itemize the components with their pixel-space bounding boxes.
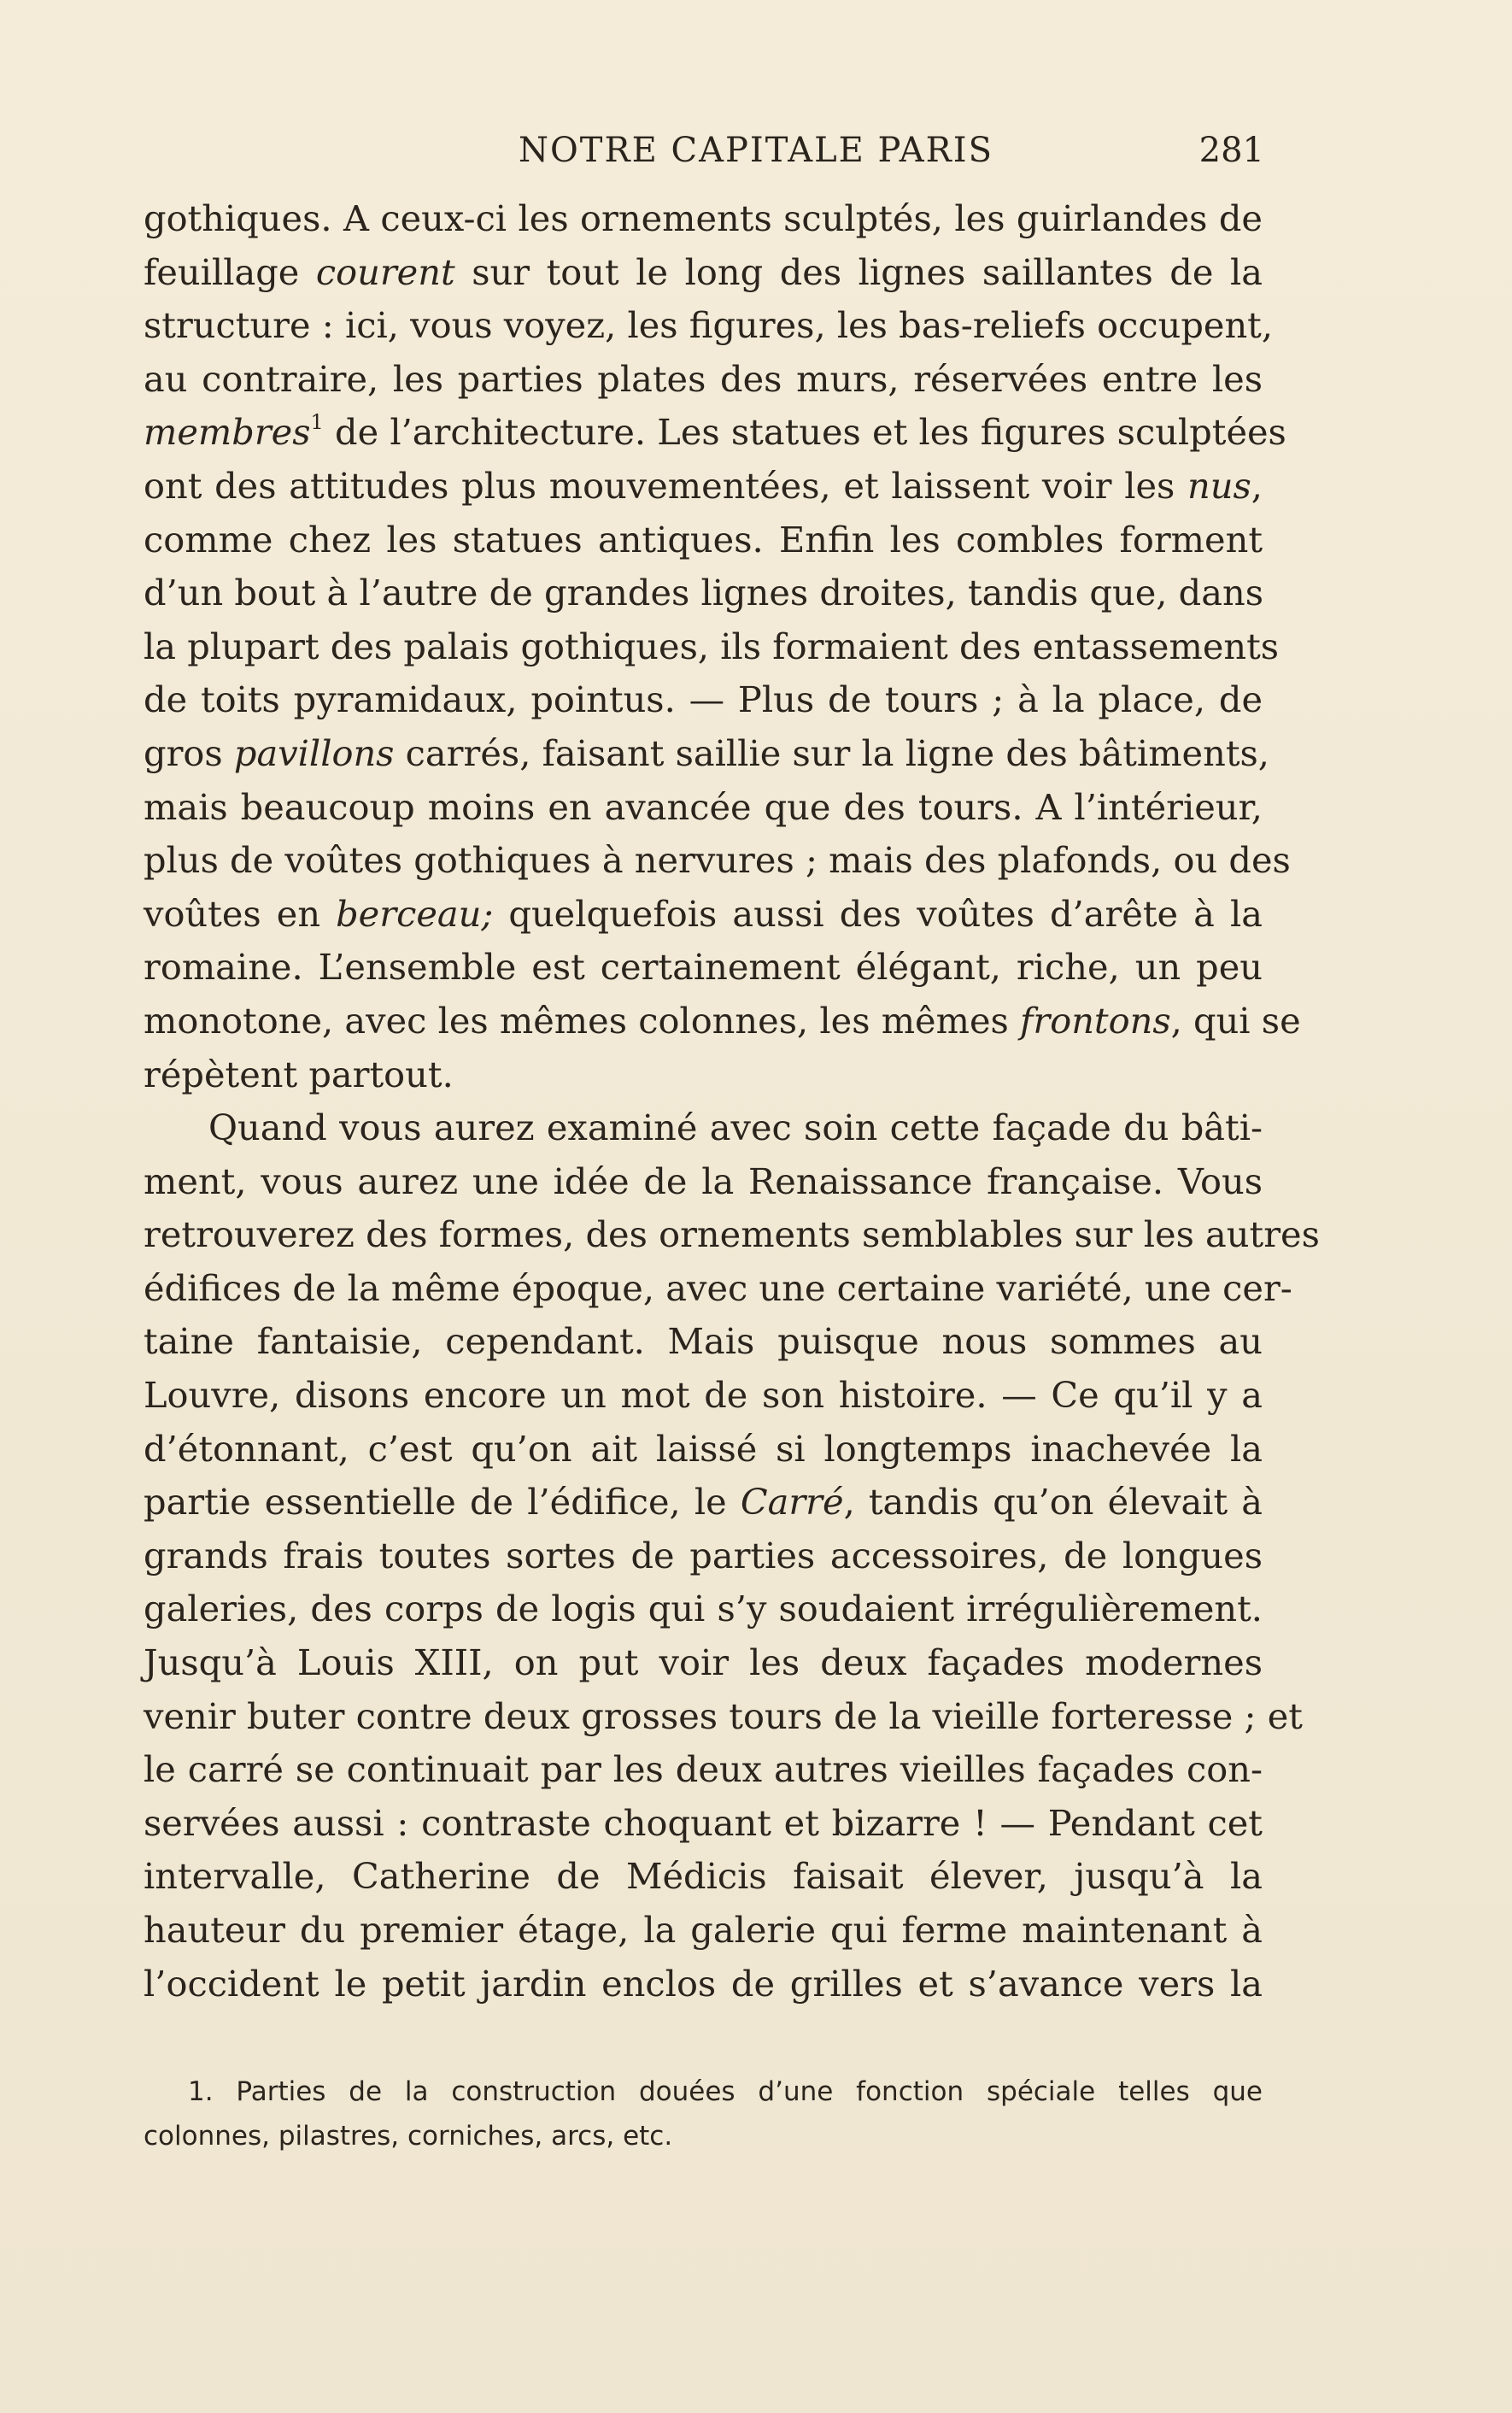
footnote	[144, 2070, 1263, 2158]
italic-run: berceau;	[336, 892, 494, 935]
text-run: voûtes en	[144, 892, 337, 935]
italic-run: pavillons	[233, 731, 395, 774]
text-line	[144, 727, 1269, 781]
text-line: plus de voûtes gothiques à nervures ; mais des plafonds, ou des	[144, 839, 1291, 882]
running-title: NOTRE CAPITALE PARIS	[518, 131, 993, 170]
text-line: grands frais toutes sortes de parties accessoires, de longues	[144, 1534, 1263, 1576]
text-line: ment, vous aurez une idée de la Renaissance française. Vous	[144, 1160, 1263, 1202]
text-line: hauteur du premier étage, la galerie qui ferme maintenant à	[144, 1909, 1263, 1951]
text-line: d’étonnant, c’est qu’on ait laissé si longtemps inachevée la	[144, 1427, 1263, 1470]
text-line: édifices de la même époque, avec une certaine variété, une cer-	[144, 1266, 1292, 1309]
text-line: l’occident le petit jardin enclos de grilles et s’avance vers la	[144, 1962, 1263, 2005]
text-line: d’un bout à l’autre de grandes lignes droites, tandis que, dans	[144, 572, 1263, 614]
text-line: romaine. L’ensemble est certainement élégant, riche, un peu	[144, 946, 1263, 989]
text-run: partie essentielle de l’édifice, le	[144, 1481, 741, 1524]
text-run: feuillage	[144, 250, 316, 293]
text-line: intervalle, Catherine de Médicis faisait élever, jusqu’à la	[144, 1855, 1263, 1898]
text-run: de l’architecture. Les statues et les figures sculptées	[323, 411, 1286, 454]
italic-run: membres	[144, 411, 311, 454]
text-run: , tandis qu’on élevait à	[843, 1481, 1263, 1524]
italic-run: courent	[315, 250, 455, 293]
text-run: carrés, faisant saillie sur la ligne des bâtiments,	[394, 731, 1269, 774]
text-run: gros	[144, 731, 234, 774]
text-run: sur tout le long des lignes saillantes de la	[454, 250, 1263, 293]
text-line: Louvre, disons encore un mot de son histoire. — Ce qu’il y a	[144, 1374, 1263, 1417]
text-line: structure : ici, vous voyez, les figures, les bas-reliefs occupent,	[144, 304, 1274, 347]
text-run: quelquefois aussi des voûtes d’arête à la	[493, 892, 1263, 935]
italic-run: frontons	[1020, 999, 1171, 1042]
footnote-line: 1. Parties de la construction douées d’une fonction spéciale telles que	[188, 2076, 1263, 2107]
text-line	[144, 246, 1263, 300]
text-line	[144, 406, 1286, 460]
text-line: le carré se continuait par les deux autres vieilles façades con-	[144, 1748, 1263, 1791]
text-line: Quand vous aurez examiné avec soin cette façade du bâti-	[208, 1107, 1263, 1149]
text-line	[144, 888, 1263, 942]
text-line: la plupart des palais gothiques, ils formaient des entassements	[144, 625, 1280, 667]
text-line: gothiques. A ceux-ci les ornements sculptés, les guirlandes de	[144, 197, 1263, 239]
text-run: ont des attitudes plus mouvementées, et laissent voir les	[144, 464, 1188, 507]
text-line: comme chez les statues antiques. Enfin les combles forment	[144, 518, 1263, 561]
italic-run: nus	[1187, 464, 1251, 507]
footnote-reference[interactable]: 1	[310, 410, 324, 435]
text-line: mais beaucoup moins en avancée que des tours. A l’intérieur,	[144, 785, 1263, 828]
text-line: Jusqu’à Louis XIII, on put voir les deux façades modernes	[144, 1641, 1263, 1684]
text-run: monotone, avec les mêmes colonnes, les mêmes	[144, 999, 1021, 1042]
text-line: retrouverez des formes, des ornements semblables sur les autres	[144, 1213, 1320, 1256]
footnote-line: colonnes, pilastres, corniches, arcs, etc.	[144, 2121, 673, 2152]
text-line: taine fantaisie, cependant. Mais puisque nous sommes au	[144, 1320, 1263, 1363]
text-line: répètent partout.	[144, 1053, 454, 1095]
text-line: de toits pyramidaux, pointus. — Plus de tours ; à la place, de	[144, 678, 1263, 721]
italic-run: Carré	[740, 1481, 844, 1524]
text-line: servées aussi : contraste choquant et bizarre ! — Pendant cet	[144, 1801, 1263, 1844]
text-line	[144, 1476, 1263, 1529]
text-line: au contraire, les parties plates des murs, réservées entre les	[144, 357, 1263, 400]
body-text	[144, 192, 1320, 2011]
text-line	[144, 995, 1301, 1048]
text-run: , qui se	[1170, 999, 1301, 1042]
text-line: galeries, des corps de logis qui s’y soudaient irrégulièrement.	[144, 1588, 1263, 1630]
text-run: ,	[1251, 464, 1263, 507]
running-head	[0, 125, 1512, 176]
page-number: 281	[1198, 131, 1264, 170]
text-line: venir buter contre deux grosses tours de la vieille forteresse ; et	[144, 1694, 1303, 1737]
text-line	[144, 460, 1263, 514]
